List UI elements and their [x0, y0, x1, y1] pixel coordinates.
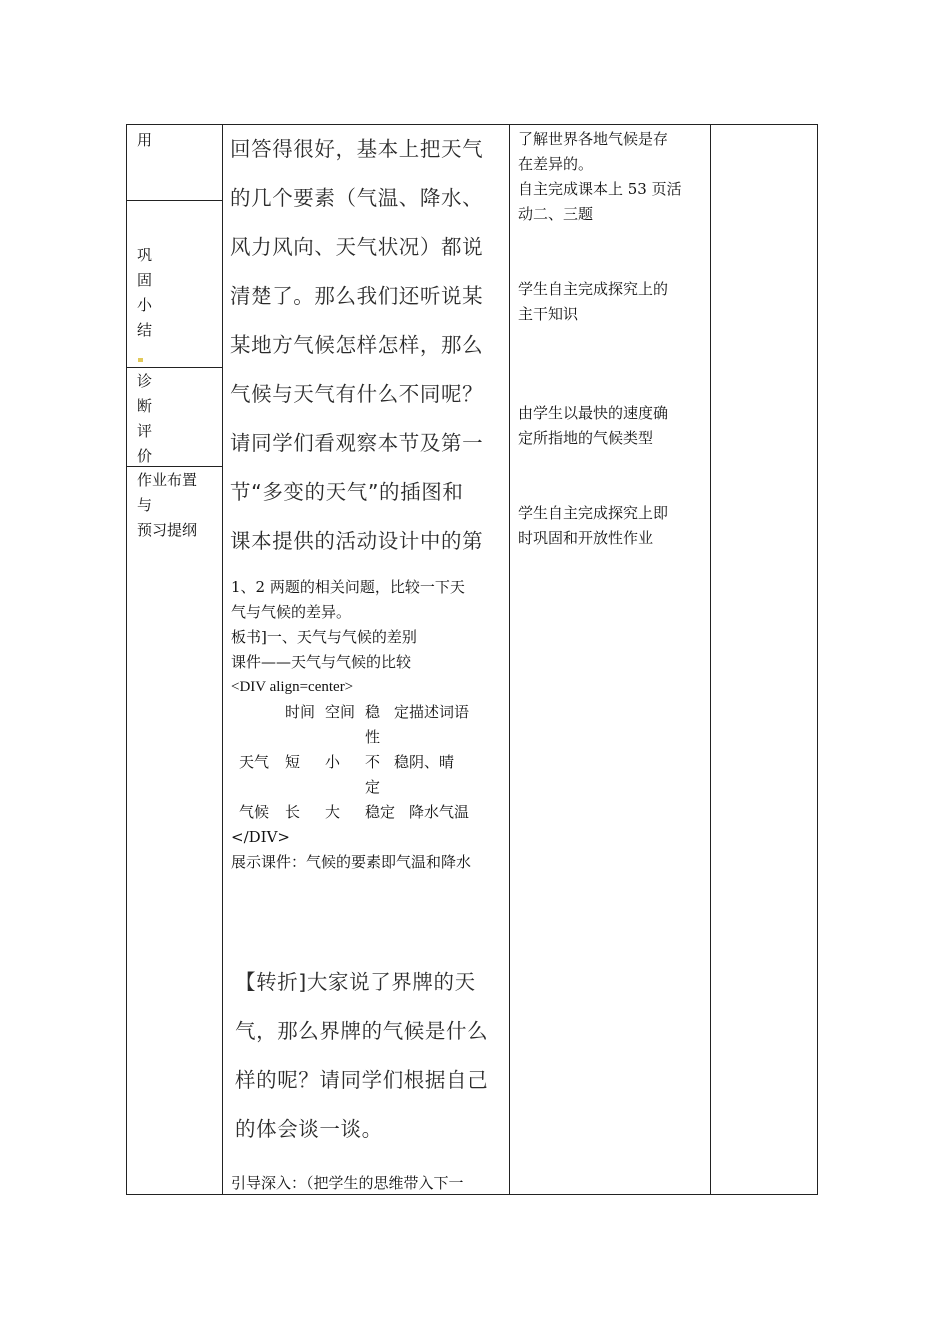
student-text-b: 学生自主完成探究上的 主干知识 [518, 280, 669, 323]
label-zhenduan-pingjia: 诊 断 评 价 [137, 372, 153, 465]
student-text-c: 由学生以最快的速度确 定所指地的气候类型 [518, 404, 669, 447]
column-divider [222, 125, 223, 1194]
row-divider [127, 200, 222, 201]
marker-dot [138, 358, 143, 362]
label-yong: 用 [137, 131, 153, 149]
column-divider [710, 125, 711, 1194]
label-gonggu-xiaojie: 巩 固 小 结 [137, 243, 157, 368]
label-zuoye: 作业布置 与 预习提纲 [137, 471, 198, 539]
lesson-plan-table [126, 124, 818, 1195]
student-text-d: 学生自主完成探究上即 时巩固和开放性作业 [518, 504, 669, 547]
student-text-a: 了解世界各地气候是存 在差异的。 自主完成课本上 53 页活 动二、三题 [518, 130, 682, 223]
teacher-guide: 引导深入：（把学生的思维带入下一 [231, 1174, 464, 1192]
teacher-paragraph-1: 回答得很好，基本上把天气 的几个要素（气温、降水、 风力风向、天气状况）都说 清楚了。那么我们还听说某 某地方气候怎样怎样，那么 气候与天气有什么不同呢？ 请同学们看观察本节及第一 节“多变的天气”的插图和 课本提供的活动设计中的第 [230, 137, 484, 553]
teacher-paragraph-2: 【转折]大家说了界牌的天 气，那么界牌的气候是什么 样的呢？请同学们根据自己 的体会谈一谈。 [235, 970, 489, 1141]
teacher-small-text: 1、2 两题的相关问题，比较一下天 气与气候的差异。 板书]一、天气与气候的差别 课件——天气与气候的比较 <DIV align=center> 时间 空间 稳 定描述词语 性 天气 短 小 不 稳阴、晴 定 气候 长 大 稳定 降水气温 </DIV> 展示课件：气候的要素即气温和降水 [231, 575, 507, 875]
column-divider [509, 125, 510, 1194]
weather-climate-compare-table: 时间 空间 稳 定描述词语 性 天气 短 小 不 稳阴、晴 定 气候 长 大 稳定 降水气温 [239, 703, 470, 821]
